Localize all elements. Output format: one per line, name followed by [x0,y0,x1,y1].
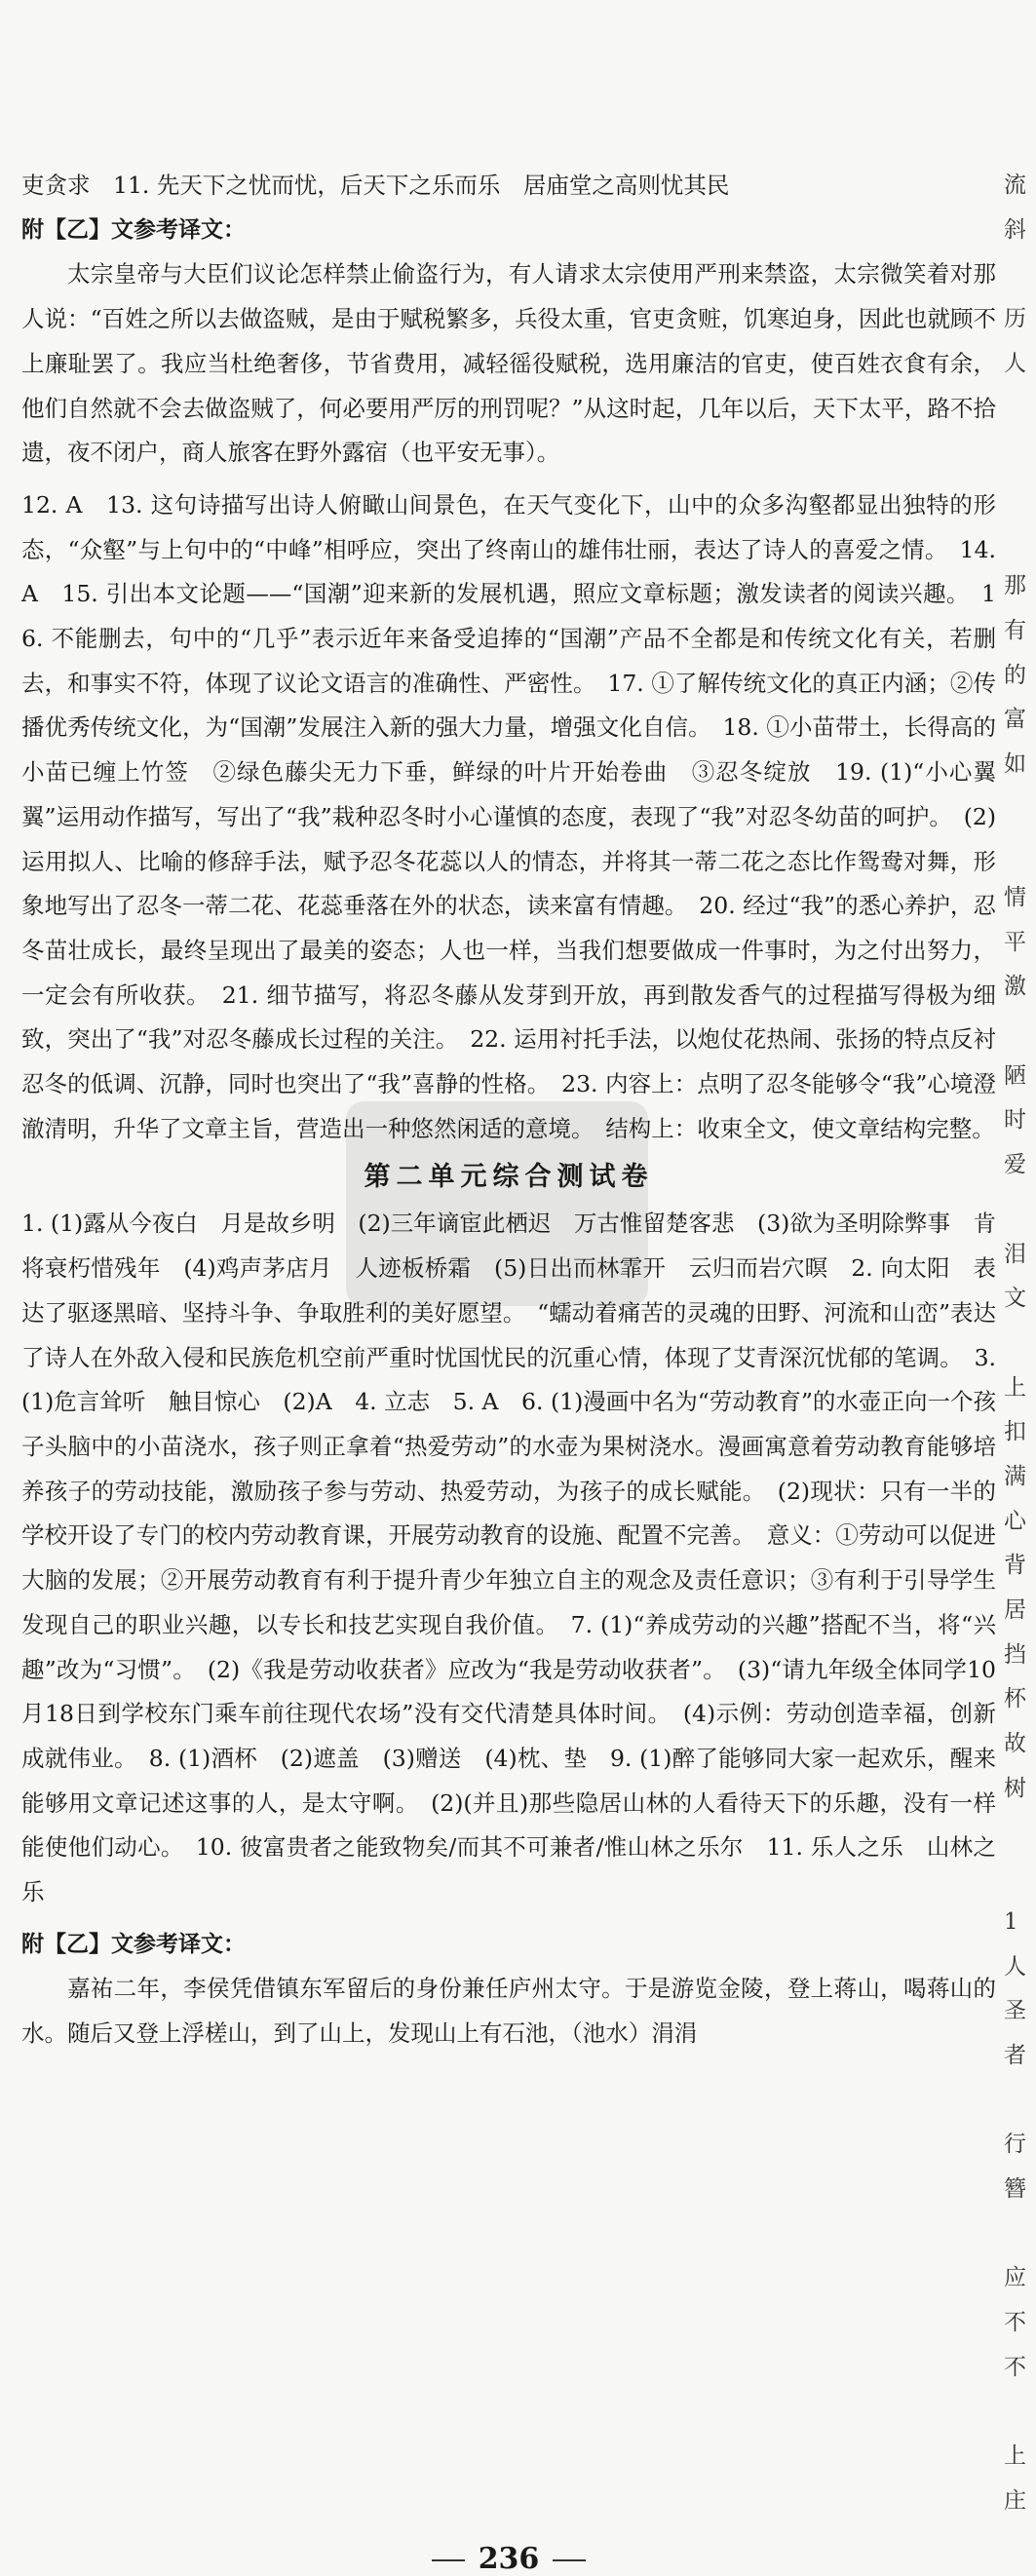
edge-char: 人 [1004,1953,1026,1980]
edge-char: 上 [1004,1374,1026,1401]
answers-block-2: 1. (1)露从今夜白 月是故乡明 (2)三年谪宦此栖迟 万古惟留楚客悲 (3)欲为圣明除弊事 肯将衰朽惜残年 (4)鸡声茅店月 人迹板桥霜 (5)日出而林霏开 云归而岩穴暝 2. 向太阳 表达了驱逐黑暗、坚持斗争、争取胜利的美好愿望。 “蠕动着痛苦的灵魂的田野、河流和山峦”表达了诗人在外敌入侵和民族危机空前严重时忧国忧民的沉重心情，体现了艾青深沉忧郁的笔调。 3. (1)危言耸听 触目惊心 (2)A 4. 立志 5. A 6. (1)漫画中名为“劳动教育”的水壶正向一个孩子头脑中的小苗浇水，孩子则正拿着“热爱劳动”的水壶为果树浇水。漫画寓意着劳动教育能够培养孩子的劳动技能，激励孩子参与劳动、热爱劳动，为孩子的成长赋能。 (2)现状：只有一半的学校开设了专门的校内劳动教育课，开展劳动教育的设施、配置不完善。 意义：①劳动可以促进大脑的发展；②开展劳动教育有利于提升青少年独立自主的观念及责任意识；③有利于引导学生发现自己的职业兴趣，以专长和技艺实现自我价值。 7. (1)“养成劳动的兴趣”搭配不当，将“兴趣”改为“习惯”。 (2)《我是劳动收获者》应改为“我是劳动收获者”。 (3)“请九年级全体同学10月18日到学校东门乘车前往现代农场”没有交代清楚具体时间。 (4)示例：劳动创造幸福，创新成就伟业。 8. (1)酒杯 (2)遮盖 (3)赠送 (4)枕、垫 9. (1)醉了能够同大家一起欢乐，醒来能够用文章记述这事的人，是太守啊。 (2)(并且)那些隐居山林的人看待天下的乐趣，没有一样能使他们动心。 10. 彼富贵者之能致物矣/而其不可兼者/惟山林之乐尔 11. 乐人之乐 山林之乐 [21,1210,996,1906]
edge-char [1004,1322,1036,1366]
edge-char: 杯 [1004,1686,1026,1712]
edge-char [1004,1856,1036,1901]
edge-char: 历 [1004,306,1026,332]
edge-char: 心 [1004,1508,1026,1534]
edge-char: 扣 [1004,1419,1026,1445]
edge-char: 故 [1004,1731,1026,1757]
edge-char: 激 [1004,974,1026,1000]
right-dash-decoration [553,2559,586,2561]
section-title: 第二单元综合测试卷 [364,1162,654,1193]
page-content [21,164,996,2576]
edge-char: 圣 [1004,1998,1026,2024]
answers-block-1: 12. A 13. 这句诗描写出诗人俯瞰山间景色，在天气变化下，山中的众多沟壑都显出独特的形态，“众壑”与上句中的“中峰”相呼应，突出了终南山的雄伟壮丽，表达了诗人的喜爱之情。 14. A 15. 引出本文论题——“国潮”迎来新的发展机遇，照应文章标题；激发读者的阅读兴趣。 16. 不能删去，句中的“几乎”表示近年来备受追捧的“国潮”产品不全都是和传统文化有关，若删去，和事实不符，体现了议论文语言的准确性、严密性。 17. ①了解传统文化的真正内涵；②传播优秀传统文化，为“国潮”发展注入新的强大力量，增强文化自信。 18. ①小苗带土，长得高的小苗已缠上竹签 ②绿色藤尖无力下垂，鲜绿的叶片开始卷曲 ③忍冬绽放 19. (1)“小心翼翼”运用动作描写，写出了“我”栽种忍冬时小心谨慎的态度，表现了“我”对忍冬幼苗的呵护。 (2)运用拟人、比喻的修辞手法，赋予忍冬花蕊以人的情态，并将其一蒂二花之态比作鸳鸯对舞，形象地写出了忍冬一蒂二花、花蕊垂落在外的状态，读来富有情趣。 20. 经过“我”的悉心养护，忍冬苗壮成长，最终呈现出了最美的姿态；人也一样，当我们想要做成一件事时，为之付出努力，一定会有所收获。 21. 细节描写，将忍冬藤从发芽到开放，再到散发香气的过程描写得极为细致，突出了“我”对忍冬藤成长过程的关注。 22. 运用衬托手法，以炮仗花热闹、张扬的特点反衬忍冬的低调、沉静，同时也突出了“我”喜静的性格。 23. 内容上：点明了忍冬能够令“我”心境澄澈清明，升华了文章主旨，营造出一种悠然闲适的意境。 结构上：收束全文，使文章结构完整。 [21,490,996,1142]
edge-char: 斜 [1004,216,1026,243]
edge-char: 树 [1004,1775,1026,1801]
answers-line-top: 吏贪求 11. 先天下之忧而忧，后天下之乐而乐 居庙堂之高则忧其民 [21,172,730,199]
edge-char: 者 [1004,2042,1026,2068]
edge-char: 行 [1004,2132,1026,2158]
edge-char: 不 [1004,2354,1026,2380]
edge-char [1004,2390,1036,2435]
left-dash-decoration [432,2559,465,2561]
edge-char: 庄 [1004,2487,1026,2514]
translation-paragraph-2: 嘉祐二年，李侯凭借镇东军留后的身份兼任庐州太守。于是游览金陵，登上蒋山，喝蒋山的水。随后又登上浮槎山，到了山上，发现山上有石池，（池水）涓涓 [21,1975,996,2048]
edge-char [1004,1188,1036,1233]
edge-char: 簪 [1004,2175,1026,2202]
edge-char [1004,431,1036,476]
edge-char: 那 [1004,573,1026,599]
edge-char: 时 [1004,1107,1026,1134]
edge-char: 人 [1004,350,1026,376]
edge-char: 挡 [1004,1641,1026,1668]
edge-char: 泪 [1004,1241,1026,1267]
edge-char [1004,831,1036,876]
edge-char: 文 [1004,1286,1026,1312]
edge-char [1004,2212,1036,2257]
page-number-text: 236 [478,2542,540,2576]
edge-char [1004,1811,1036,1856]
edge-char [1004,2079,1036,2124]
edge-char [1004,1010,1036,1055]
edge-char: 陋 [1004,1062,1026,1089]
page-number [21,2542,996,2576]
edge-char: 流 [1004,173,1026,198]
translation-heading-1: 附【乙】文参考译文： [21,216,246,243]
edge-char: 的 [1004,662,1026,688]
edge-char [1004,476,1036,520]
edge-char: 如 [1004,750,1026,777]
edge-char [1004,788,1036,832]
edge-char: 有 [1004,617,1026,643]
translation-heading-2: 附【乙】文参考译文： [21,1931,246,1957]
edge-char: 上 [1004,2443,1026,2470]
edge-char: 满 [1004,1463,1026,1489]
translation-paragraph-1: 太宗皇帝与大臣们议论怎样禁止偷盗行为，有人请求太宗使用严刑来禁盗，太宗微笑着对那人说：“百姓之所以去做盗贼，是由于赋税繁多，兵役太重，官吏贪赃，饥寒迫身，因此也就顾不上廉耻罢了。我应当杜绝奢侈，节省费用，减轻徭役赋税，选用廉洁的官吏，使百姓衣食有余，他们自然就不会去做盗贼了，何必要用严厉的刑罚呢？”从这时起，几年以后，天下太平，路不拾遗，夜不闭户，商人旅客在野外露宿（也平安无事）。 [21,260,996,467]
edge-char [1004,252,1036,297]
adjacent-page-edge-text [1004,164,1036,2523]
edge-char: 应 [1004,2265,1026,2291]
edge-char: 情 [1004,885,1026,910]
edge-char: 不 [1004,2310,1026,2335]
edge-char: 1 [1004,1908,1018,1935]
edge-char: 富 [1004,707,1026,733]
edge-char: 背 [1004,1553,1026,1579]
edge-char: 爱 [1004,1152,1026,1178]
edge-char: 居 [1004,1597,1026,1623]
edge-char [1004,386,1036,431]
edge-char [1004,520,1036,565]
edge-char: 平 [1004,929,1026,955]
